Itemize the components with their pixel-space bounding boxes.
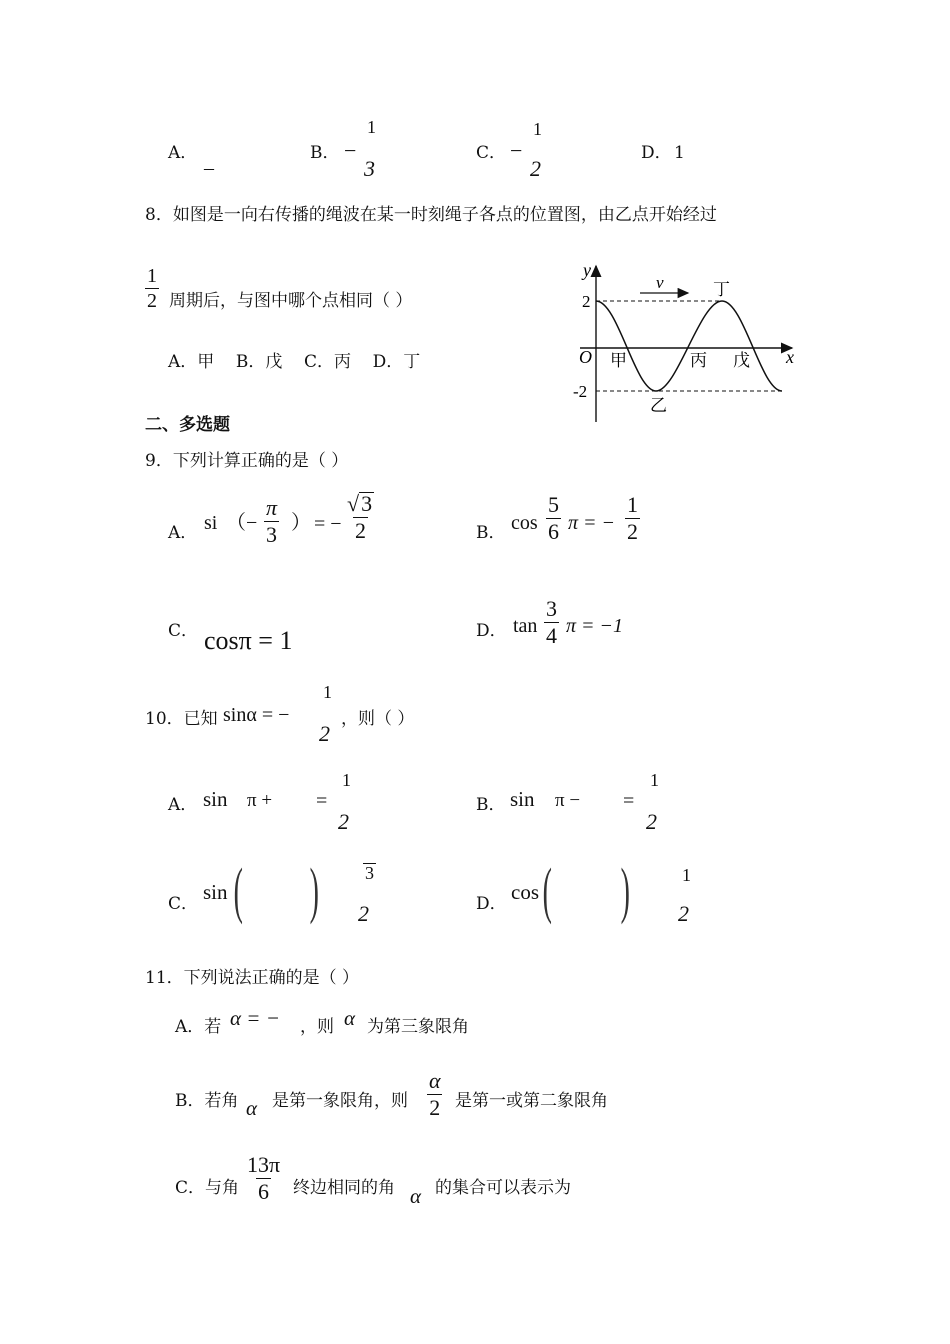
q10-stem-end: ，则（ ） [341,709,415,729]
q9-option-c-label: C． [168,621,199,641]
q9-b-rden: 2 [627,519,638,544]
q11-a-mid: ，则 [300,1017,334,1037]
q9-b-frac [546,494,561,543]
q7-option-c-label: C． [476,143,507,163]
q10-c-num: 3 [365,863,374,883]
q9-a-frac [264,497,279,546]
velocity-label: v [656,273,664,292]
q7-option-c-den: 2 [530,156,541,181]
q7-option-d-label: D． [641,143,672,163]
q9-d-frac [544,598,559,647]
q10-stem-start: 10．已知 [145,709,218,729]
q7-option-a-value: – [204,157,214,179]
q11-b-suffix: 是第一或第二象限角 [455,1091,608,1111]
q10-option-c-label: C． [168,894,199,914]
origin-label: O [579,347,592,367]
q9-c-expr: cosπ = 1 [204,626,293,655]
point-bing: 丙 [690,351,707,371]
q9-d-num: 3 [546,596,557,621]
q10-option-d-label: D． [476,894,507,914]
q7-option-b-sign: − [344,138,357,163]
q9-d-tail: π = −1 [566,615,624,637]
q11-a-alpha: α [344,1006,356,1030]
wave-curve [596,301,782,391]
q7-option-b-label: B． [310,143,340,163]
y-tick-bottom: -2 [573,382,588,401]
q10-a-den: 2 [338,809,349,834]
q9-b-rnum: 1 [627,492,638,517]
q9-a-result: $\frac{√3}{2}$ [347,491,373,543]
q11-a-suffix: 为第三象限角 [367,1017,469,1037]
y-tick-top: 2 [582,292,591,311]
q10-b-fn: sin [510,787,535,811]
q7-option-b-num: 1 [367,117,376,137]
q10-c-fn: sin [203,880,228,904]
q8-options: A．甲 B．戊 C．丙 D．丁 [168,352,421,372]
point-jia: 甲 [610,351,627,371]
q11-c-mid: 终边相同的角 [293,1178,395,1198]
q8-stem: 8．如图是一向右传播的绳波在某一时刻绳子各点的位置图，由乙点开始经过 [145,205,717,225]
q7-option-b-den: 3 [364,156,375,181]
q9-b-den: 6 [548,519,559,544]
q11-b-alpha: α [246,1096,258,1120]
q11-a-expr: α = − [230,1006,280,1030]
q9-a-result-den: 2 [355,518,367,543]
q10-d-fn: cos [511,880,539,904]
q10-b-den: 2 [646,809,657,834]
q10-c-lparen: ( [233,857,243,925]
q10-d-rparen: ) [620,857,630,925]
q10-b-eq: = [623,790,635,812]
q9-b-fn: cos [511,512,538,534]
q10-b-num: 1 [650,770,659,790]
wave-graph [570,262,810,432]
q9-a-rparen: ） [291,512,311,534]
q11-b-prefix: B．若角 [175,1091,239,1111]
q7-option-c-sign: − [510,138,523,163]
q7-option-a-label: A． [168,143,198,163]
point-wu: 戊 [733,351,750,371]
q10-b-mid: π − [555,790,581,811]
q9-a-den: 3 [266,522,278,547]
q9-option-b-label: B． [476,523,506,543]
q11-b-den: 2 [429,1095,441,1120]
q8-fraction-num: 1 [147,265,157,287]
q9-b-tail: π = − [568,512,616,534]
q11-c-alpha: α [410,1184,422,1208]
q10-a-fn: sin [203,787,228,811]
q11-b-num: α [429,1068,441,1093]
q10-a-eq: = [316,790,328,812]
x-axis-label: x [786,347,794,367]
q10-c-den: 2 [358,901,369,926]
q11-b-mid: 是第一象限角，则 [272,1091,408,1111]
q10-option-a-label: A． [168,795,198,815]
q10-d-num: 1 [682,865,691,885]
q9-d-den: 4 [546,623,557,648]
q9-a-radicand: 3 [361,491,373,516]
q9-a-eq: = − [314,513,342,535]
q7-option-c-num: 1 [533,119,542,139]
q11-c-den: 6 [258,1179,270,1204]
q9-d-fn: tan [513,615,538,637]
q10-stem-num: 1 [323,682,332,702]
q9-stem: 9．下列计算正确的是（ ） [145,451,349,471]
q10-option-b-label: B． [476,795,506,815]
q9-b-num: 5 [548,492,559,517]
q11-a-prefix: A．若 [175,1017,222,1037]
q10-d-den: 2 [678,901,689,926]
point-ding: 丁 [713,280,730,300]
q9-option-d-label: D． [476,621,507,641]
q10-c-rparen: ) [309,857,319,925]
q10-stem-den: 2 [319,721,330,746]
q9-option-a-label: A． [168,523,198,543]
q11-c-frac [245,1154,282,1203]
q11-stem: 11．下列说法正确的是（ ） [145,968,360,988]
q8-fraction-den: 2 [147,290,157,312]
point-yi: 乙 [650,396,667,416]
q11-b-frac [427,1070,443,1119]
q10-a-mid: π + [247,790,273,811]
section-title: 二、多选题 [145,415,230,435]
q11-c-suffix: 的集合可以表示为 [435,1178,571,1198]
q10-a-num: 1 [342,770,351,790]
q9-a-pi: π [266,495,278,520]
q9-a-fn: si [204,512,218,534]
y-axis-label: y [583,262,591,280]
q8-stem-continued: 周期后，与图中哪个点相同（ ） [169,291,413,311]
q10-d-lparen: ( [542,857,552,925]
q8-fraction [145,266,159,311]
q9-b-result [625,494,640,543]
q11-c-num: 13π [247,1152,281,1177]
q11-c-prefix: C．与角 [175,1178,240,1198]
q7-option-d-value: 1 [674,143,685,163]
q10-stem-expr: sinα = − [223,704,290,726]
q9-a-lparen: （− [226,512,258,534]
